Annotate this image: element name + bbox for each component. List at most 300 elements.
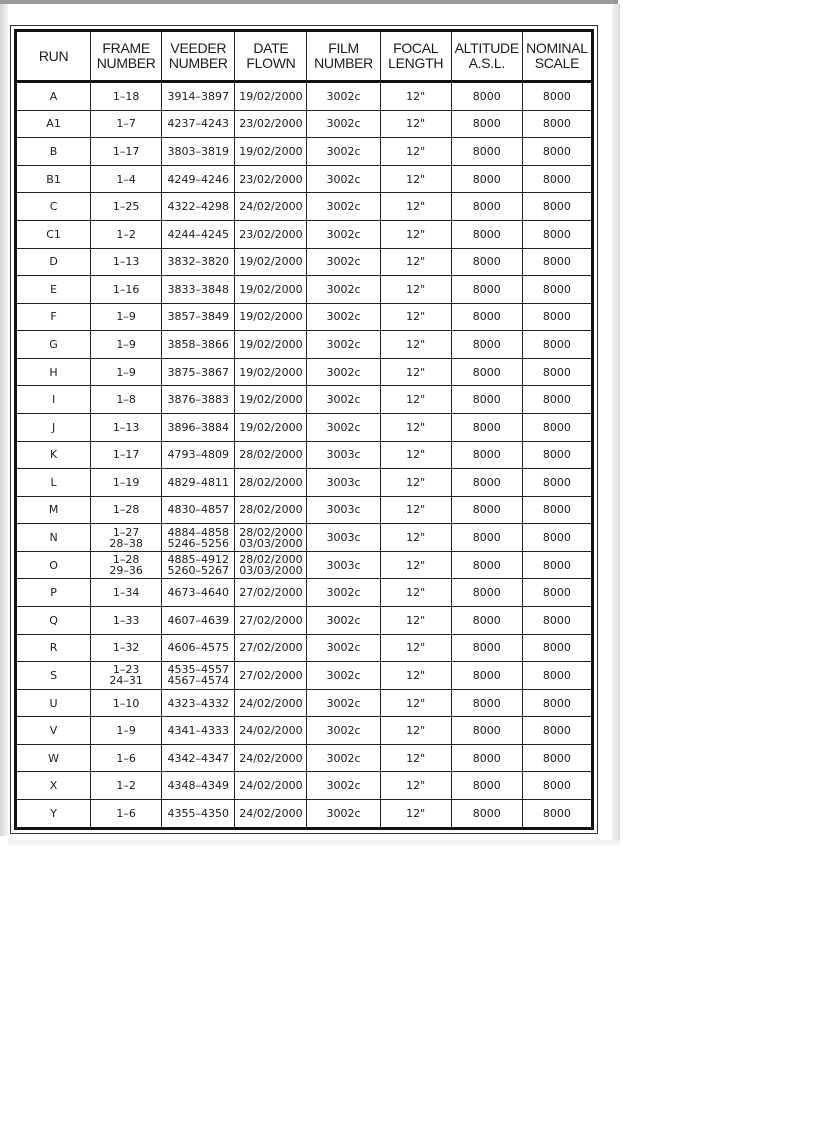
cell-date-flown	[235, 551, 307, 579]
cell-film-number: 3002c	[307, 165, 380, 193]
cell-altitude-asl: 8000	[451, 689, 522, 717]
cell-altitude-asl: 8000	[451, 165, 522, 193]
cell-date-flown	[235, 772, 307, 800]
cell-focal-length: 12"	[380, 441, 451, 469]
cell-date-flown-line: 24/02/2000	[239, 724, 303, 738]
cell-date-flown	[235, 358, 307, 386]
cell-veeder-number-line: 4884–4858	[167, 525, 230, 539]
cell-altitude-asl: 8000	[451, 579, 522, 607]
cell-focal-length: 12"	[380, 82, 451, 111]
table-row	[16, 689, 593, 717]
table-row	[16, 331, 593, 359]
cell-veeder-number-line: 3803–3819	[167, 144, 230, 158]
cell-frame-number-line: 24–31	[109, 674, 143, 688]
cell-film-number: 3002c	[307, 220, 380, 248]
cell-veeder-number	[162, 717, 235, 745]
cell-film-number: 3002c	[307, 717, 380, 745]
cell-veeder-number-line: 4673–4640	[167, 586, 230, 600]
cell-focal-length: 12"	[380, 772, 451, 800]
cell-frame-number	[91, 607, 162, 635]
cell-date-flown	[235, 579, 307, 607]
cell-focal-length: 12"	[380, 662, 451, 690]
table-row	[16, 717, 593, 745]
cell-film-number: 3003c	[307, 441, 380, 469]
cell-altitude-asl: 8000	[451, 358, 522, 386]
cell-veeder-number	[162, 358, 235, 386]
table-row	[16, 303, 593, 331]
cell-frame-number-line: 1–17	[112, 448, 140, 462]
cell-run: B	[16, 138, 91, 166]
cell-film-number: 3002c	[307, 413, 380, 441]
cell-veeder-number	[162, 607, 235, 635]
cell-frame-number	[91, 441, 162, 469]
cell-date-flown	[235, 386, 307, 414]
cell-date-flown	[235, 276, 307, 304]
cell-run: A1	[16, 110, 91, 138]
cell-frame-number	[91, 110, 162, 138]
cell-run: X	[16, 772, 91, 800]
cell-frame-number	[91, 469, 162, 497]
cell-veeder-number	[162, 193, 235, 221]
cell-frame-number-line: 1–9	[116, 365, 136, 379]
cell-focal-length: 12"	[380, 276, 451, 304]
cell-film-number: 3003c	[307, 524, 380, 552]
cell-date-flown-line: 19/02/2000	[239, 255, 303, 269]
cell-veeder-number	[162, 496, 235, 524]
header-date-flown: DATE FLOWN	[235, 31, 307, 82]
cell-frame-number	[91, 634, 162, 662]
cell-frame-number-line: 1–17	[112, 144, 140, 158]
cell-nominal-scale: 8000	[522, 689, 592, 717]
cell-film-number: 3002c	[307, 744, 380, 772]
cell-frame-number-line: 1–7	[116, 117, 136, 131]
cell-veeder-number-line: 4323–4332	[167, 696, 230, 710]
cell-veeder-number-line: 4829–4811	[167, 475, 230, 489]
cell-veeder-number-line: 4567–4574	[167, 674, 230, 688]
cell-frame-number	[91, 551, 162, 579]
cell-date-flown-line: 28/02/2000	[239, 553, 303, 567]
cell-altitude-asl: 8000	[451, 607, 522, 635]
cell-nominal-scale: 8000	[522, 413, 592, 441]
cell-veeder-number	[162, 551, 235, 579]
cell-date-flown-line: 24/02/2000	[239, 751, 303, 765]
cell-date-flown	[235, 689, 307, 717]
cell-focal-length: 12"	[380, 469, 451, 497]
cell-focal-length: 12"	[380, 358, 451, 386]
cell-date-flown	[235, 524, 307, 552]
cell-film-number: 3002c	[307, 276, 380, 304]
cell-date-flown-line: 03/03/2000	[239, 536, 303, 550]
cell-frame-number-line: 28–38	[109, 536, 143, 550]
cell-altitude-asl: 8000	[451, 248, 522, 276]
cell-frame-number-line: 1–9	[116, 724, 136, 738]
cell-frame-number-line: 1–19	[112, 475, 140, 489]
cell-date-flown	[235, 662, 307, 690]
table-row	[16, 82, 593, 111]
table-row	[16, 441, 593, 469]
cell-altitude-asl: 8000	[451, 413, 522, 441]
cell-focal-length: 12"	[380, 551, 451, 579]
cell-veeder-number-line: 4322–4298	[167, 200, 230, 214]
table-row	[16, 662, 593, 690]
cell-date-flown	[235, 717, 307, 745]
cell-veeder-number	[162, 689, 235, 717]
cell-date-flown-line: 19/02/2000	[239, 282, 303, 296]
cell-veeder-number	[162, 469, 235, 497]
header-altitude-asl: ALTITUDE A.S.L.	[451, 31, 522, 82]
cell-date-flown-line: 19/02/2000	[239, 365, 303, 379]
cell-date-flown	[235, 634, 307, 662]
cell-film-number: 3002c	[307, 248, 380, 276]
cell-veeder-number-line: 3896–3884	[167, 420, 230, 434]
cell-veeder-number	[162, 413, 235, 441]
cell-run: R	[16, 634, 91, 662]
cell-date-flown	[235, 441, 307, 469]
cell-veeder-number	[162, 524, 235, 552]
cell-veeder-number	[162, 386, 235, 414]
cell-frame-number	[91, 193, 162, 221]
cell-film-number: 3002c	[307, 193, 380, 221]
cell-frame-number-line: 1–9	[116, 338, 136, 352]
table-row	[16, 579, 593, 607]
cell-date-flown-line: 28/02/2000	[239, 475, 303, 489]
cell-altitude-asl: 8000	[451, 744, 522, 772]
cell-altitude-asl: 8000	[451, 138, 522, 166]
cell-film-number: 3003c	[307, 469, 380, 497]
table-row	[16, 138, 593, 166]
cell-date-flown-line: 19/02/2000	[239, 144, 303, 158]
cell-focal-length: 12"	[380, 110, 451, 138]
cell-frame-number-line: 1–28	[112, 553, 140, 567]
cell-film-number: 3002c	[307, 303, 380, 331]
cell-frame-number	[91, 524, 162, 552]
header-focal-length: FOCAL LENGTH	[380, 31, 451, 82]
cell-altitude-asl: 8000	[451, 110, 522, 138]
cell-nominal-scale: 8000	[522, 303, 592, 331]
cell-nominal-scale: 8000	[522, 248, 592, 276]
cell-altitude-asl: 8000	[451, 772, 522, 800]
cell-date-flown-line: 03/03/2000	[239, 564, 303, 578]
cell-focal-length: 12"	[380, 331, 451, 359]
table-body	[16, 82, 593, 829]
cell-veeder-number-line: 3833–3848	[167, 282, 230, 296]
cell-veeder-number-line: 5260–5267	[167, 564, 230, 578]
cell-veeder-number-line: 3832–3820	[167, 255, 230, 269]
table-header-row	[16, 31, 593, 82]
cell-run: O	[16, 551, 91, 579]
cell-frame-number-line: 1–25	[112, 200, 140, 214]
cell-date-flown-line: 23/02/2000	[239, 117, 303, 131]
cell-veeder-number-line: 4237–4243	[167, 117, 230, 131]
cell-focal-length: 12"	[380, 579, 451, 607]
cell-veeder-number	[162, 662, 235, 690]
cell-run: K	[16, 441, 91, 469]
cell-nominal-scale: 8000	[522, 110, 592, 138]
cell-nominal-scale: 8000	[522, 607, 592, 635]
cell-frame-number	[91, 496, 162, 524]
cell-date-flown-line: 27/02/2000	[239, 586, 303, 600]
cell-altitude-asl: 8000	[451, 276, 522, 304]
cell-nominal-scale: 8000	[522, 744, 592, 772]
cell-focal-length: 12"	[380, 689, 451, 717]
table-row	[16, 634, 593, 662]
cell-frame-number	[91, 744, 162, 772]
cell-date-flown	[235, 744, 307, 772]
cell-frame-number	[91, 717, 162, 745]
cell-nominal-scale: 8000	[522, 441, 592, 469]
cell-frame-number-line: 1–8	[116, 393, 136, 407]
cell-film-number: 3002c	[307, 386, 380, 414]
cell-focal-length: 12"	[380, 413, 451, 441]
cell-altitude-asl: 8000	[451, 220, 522, 248]
cell-nominal-scale: 8000	[522, 358, 592, 386]
cell-run: V	[16, 717, 91, 745]
header-film-number: FILM NUMBER	[307, 31, 380, 82]
table-row	[16, 220, 593, 248]
cell-frame-number-line: 1–32	[112, 641, 140, 655]
cell-film-number: 3002c	[307, 634, 380, 662]
cell-film-number: 3003c	[307, 496, 380, 524]
cell-run: F	[16, 303, 91, 331]
cell-frame-number	[91, 358, 162, 386]
table-row	[16, 193, 593, 221]
cell-date-flown	[235, 413, 307, 441]
cell-veeder-number-line: 4793–4809	[167, 448, 230, 462]
cell-frame-number-line: 1–10	[112, 696, 140, 710]
cell-frame-number-line: 1–13	[112, 255, 140, 269]
cell-nominal-scale: 8000	[522, 551, 592, 579]
cell-veeder-number	[162, 331, 235, 359]
cell-altitude-asl: 8000	[451, 800, 522, 829]
cell-date-flown	[235, 82, 307, 111]
cell-date-flown-line: 28/02/2000	[239, 448, 303, 462]
cell-date-flown-line: 24/02/2000	[239, 200, 303, 214]
cell-frame-number	[91, 303, 162, 331]
cell-run: B1	[16, 165, 91, 193]
cell-run: L	[16, 469, 91, 497]
cell-veeder-number-line: 4535–4557	[167, 663, 230, 677]
cell-frame-number-line: 1–6	[116, 751, 136, 765]
cell-nominal-scale: 8000	[522, 662, 592, 690]
cell-frame-number-line: 1–28	[112, 503, 140, 517]
cell-run: Y	[16, 800, 91, 829]
cell-veeder-number	[162, 303, 235, 331]
table-row	[16, 413, 593, 441]
cell-frame-number-line: 1–13	[112, 420, 140, 434]
cell-film-number: 3002c	[307, 662, 380, 690]
cell-altitude-asl: 8000	[451, 551, 522, 579]
cell-veeder-number-line: 4249–4246	[167, 172, 230, 186]
cell-veeder-number-line: 4342–4347	[167, 751, 230, 765]
cell-film-number: 3002c	[307, 800, 380, 829]
cell-run: A	[16, 82, 91, 111]
table-row	[16, 551, 593, 579]
cell-run: W	[16, 744, 91, 772]
cell-veeder-number-line: 3857–3849	[167, 310, 230, 324]
cell-nominal-scale: 8000	[522, 634, 592, 662]
cell-focal-length: 12"	[380, 496, 451, 524]
cell-film-number: 3002c	[307, 579, 380, 607]
cell-veeder-number	[162, 441, 235, 469]
cell-frame-number-line: 1–33	[112, 613, 140, 627]
cell-veeder-number	[162, 579, 235, 607]
table-row	[16, 496, 593, 524]
cell-date-flown	[235, 248, 307, 276]
table-row	[16, 469, 593, 497]
cell-run: J	[16, 413, 91, 441]
cell-date-flown	[235, 193, 307, 221]
cell-date-flown-line: 23/02/2000	[239, 172, 303, 186]
cell-run: U	[16, 689, 91, 717]
table-row	[16, 772, 593, 800]
cell-frame-number-line: 1–6	[116, 807, 136, 821]
cell-veeder-number-line: 4885–4912	[167, 553, 230, 567]
cell-altitude-asl: 8000	[451, 634, 522, 662]
cell-film-number: 3002c	[307, 110, 380, 138]
cell-date-flown	[235, 496, 307, 524]
cell-date-flown-line: 19/02/2000	[239, 338, 303, 352]
cell-frame-number	[91, 331, 162, 359]
cell-altitude-asl: 8000	[451, 193, 522, 221]
cell-run: C1	[16, 220, 91, 248]
cell-focal-length: 12"	[380, 303, 451, 331]
cell-focal-length: 12"	[380, 607, 451, 635]
cell-focal-length: 12"	[380, 744, 451, 772]
cell-date-flown-line: 27/02/2000	[239, 641, 303, 655]
cell-nominal-scale: 8000	[522, 469, 592, 497]
cell-frame-number	[91, 579, 162, 607]
cell-veeder-number-line: 3914–3897	[167, 89, 230, 103]
cell-frame-number	[91, 276, 162, 304]
cell-focal-length: 12"	[380, 634, 451, 662]
cell-date-flown	[235, 165, 307, 193]
cell-altitude-asl: 8000	[451, 662, 522, 690]
cell-frame-number-line: 1–9	[116, 310, 136, 324]
cell-frame-number	[91, 662, 162, 690]
table-row	[16, 524, 593, 552]
cell-veeder-number-line: 5246–5256	[167, 536, 230, 550]
cell-date-flown-line: 23/02/2000	[239, 227, 303, 241]
cell-focal-length: 12"	[380, 800, 451, 829]
table-row	[16, 386, 593, 414]
table-row	[16, 744, 593, 772]
header-run: RUN	[16, 31, 91, 82]
cell-date-flown-line: 19/02/2000	[239, 89, 303, 103]
cell-date-flown	[235, 138, 307, 166]
table-row	[16, 276, 593, 304]
cell-altitude-asl: 8000	[451, 441, 522, 469]
cell-focal-length: 12"	[380, 138, 451, 166]
cell-run: I	[16, 386, 91, 414]
table-row	[16, 248, 593, 276]
cell-run: H	[16, 358, 91, 386]
cell-date-flown	[235, 220, 307, 248]
cell-altitude-asl: 8000	[451, 717, 522, 745]
cell-veeder-number-line: 4355–4350	[167, 807, 230, 821]
cell-date-flown	[235, 331, 307, 359]
cell-frame-number-line: 1–16	[112, 282, 140, 296]
cell-frame-number	[91, 138, 162, 166]
cell-frame-number-line: 1–27	[112, 525, 140, 539]
cell-frame-number-line: 29–36	[109, 564, 143, 578]
cell-veeder-number	[162, 110, 235, 138]
table-row	[16, 800, 593, 829]
cell-nominal-scale: 8000	[522, 717, 592, 745]
cell-nominal-scale: 8000	[522, 276, 592, 304]
cell-frame-number-line: 1–4	[116, 172, 136, 186]
cell-nominal-scale: 8000	[522, 82, 592, 111]
cell-date-flown-line: 27/02/2000	[239, 613, 303, 627]
cell-date-flown-line: 24/02/2000	[239, 779, 303, 793]
cell-nominal-scale: 8000	[522, 220, 592, 248]
cell-date-flown-line: 24/02/2000	[239, 696, 303, 710]
cell-veeder-number	[162, 744, 235, 772]
cell-date-flown-line: 19/02/2000	[239, 393, 303, 407]
cell-veeder-number	[162, 165, 235, 193]
cell-veeder-number-line: 4606–4575	[167, 641, 230, 655]
cell-nominal-scale: 8000	[522, 165, 592, 193]
cell-frame-number-line: 1–23	[112, 663, 140, 677]
cell-altitude-asl: 8000	[451, 303, 522, 331]
cell-film-number: 3003c	[307, 551, 380, 579]
cell-frame-number	[91, 248, 162, 276]
cell-altitude-asl: 8000	[451, 469, 522, 497]
table-row	[16, 165, 593, 193]
cell-focal-length: 12"	[380, 165, 451, 193]
scan-edge-left	[0, 4, 8, 836]
cell-altitude-asl: 8000	[451, 386, 522, 414]
cell-frame-number	[91, 82, 162, 111]
table-row	[16, 110, 593, 138]
scan-edge-top	[0, 0, 618, 4]
cell-focal-length: 12"	[380, 193, 451, 221]
cell-frame-number-line: 1–2	[116, 227, 136, 241]
cell-nominal-scale: 8000	[522, 193, 592, 221]
cell-nominal-scale: 8000	[522, 772, 592, 800]
cell-run: M	[16, 496, 91, 524]
cell-film-number: 3002c	[307, 607, 380, 635]
cell-veeder-number	[162, 276, 235, 304]
cell-altitude-asl: 8000	[451, 524, 522, 552]
cell-date-flown-line: 28/02/2000	[239, 503, 303, 517]
cell-veeder-number	[162, 220, 235, 248]
cell-frame-number	[91, 772, 162, 800]
cell-veeder-number	[162, 800, 235, 829]
cell-frame-number	[91, 386, 162, 414]
cell-film-number: 3002c	[307, 358, 380, 386]
cell-veeder-number-line: 3875–3867	[167, 365, 230, 379]
cell-film-number: 3002c	[307, 772, 380, 800]
cell-nominal-scale: 8000	[522, 331, 592, 359]
cell-run: G	[16, 331, 91, 359]
cell-focal-length: 12"	[380, 717, 451, 745]
cell-frame-number-line: 1–2	[116, 779, 136, 793]
cell-veeder-number	[162, 772, 235, 800]
cell-date-flown-line: 19/02/2000	[239, 310, 303, 324]
cell-run: E	[16, 276, 91, 304]
cell-veeder-number-line: 4607–4639	[167, 613, 230, 627]
cell-date-flown	[235, 110, 307, 138]
cell-frame-number	[91, 165, 162, 193]
cell-run: Q	[16, 607, 91, 635]
cell-date-flown-line: 19/02/2000	[239, 420, 303, 434]
cell-run: D	[16, 248, 91, 276]
cell-frame-number	[91, 413, 162, 441]
cell-altitude-asl: 8000	[451, 82, 522, 111]
header-veeder-number: VEEDER NUMBER	[162, 31, 235, 82]
cell-frame-number	[91, 220, 162, 248]
cell-frame-number	[91, 800, 162, 829]
